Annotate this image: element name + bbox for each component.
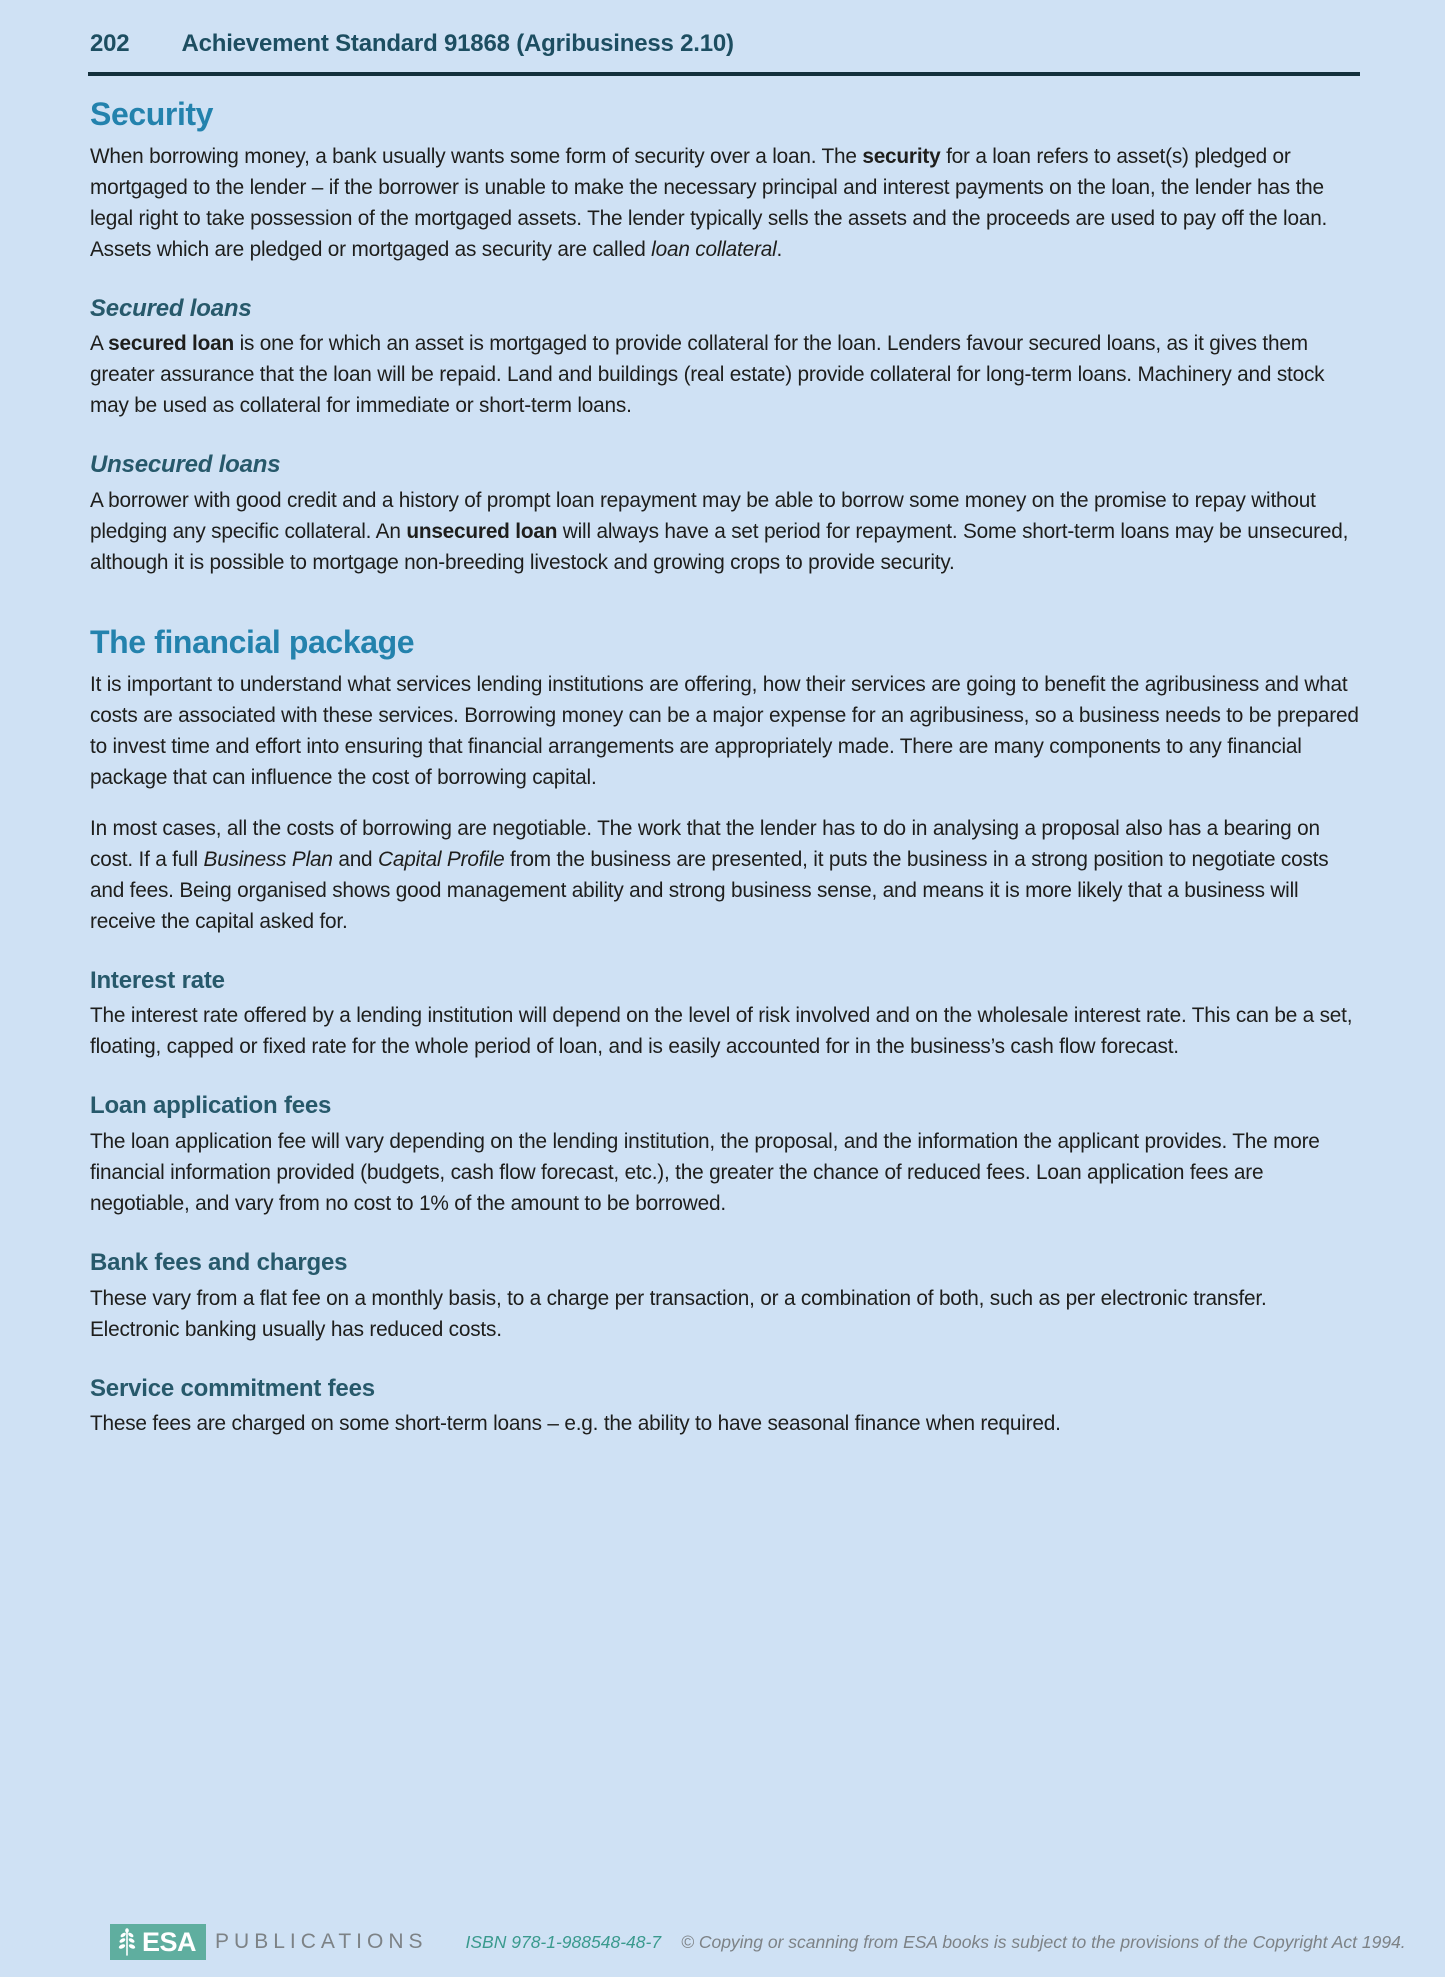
paragraph-security [90,141,1360,265]
text-segment: will always have a set period for repayment. Some short-term loans may be unsecured, although it is possible to mortgage non-breeding livestock and growing crops to provide security. [90,519,1349,574]
paragraph-loan-application-fees [90,1126,1360,1219]
esa-logo [110,1924,206,1960]
text-segment: When borrowing money, a bank usually wants some form of security over a loan. The [90,144,863,168]
subsection-heading-loan-application-fees: Loan application fees [90,1092,332,1120]
paragraph-financial-package-1 [90,669,1360,793]
copyright-text: © Copying or scanning from ESA books is subject to the provisions of the Copyright Act 1994. [681,1931,1406,1952]
text-segment: unsecured loan [406,519,558,543]
page-header [90,30,1360,58]
text-segment: is one for which an asset is mortgaged to provide collateral for the loan. Lenders favour secured loans, as it gives them greater assurance that the loan will be repaid. Land and buildings (real estate) provide collateral for long-term loans. Machinery and stock may be used as collateral for immediate or short-term loans. [90,332,1325,418]
text-segment: It is important to understand what services lending institutions are offering, how their services are going to benefit the agribusiness and what costs are associated with these services. Borrowing money can be a major expense for an agribusiness, so a business needs to be prepared to invest time and effort into ensuring that financial arrangements are appropriately made. There are many components to any financial package that can influence the cost of borrowing capital. [90,672,1359,789]
paragraph-financial-package-2 [90,813,1360,937]
section-heading-financial-package: The financial package [90,623,415,660]
text-segment: Capital Profile [378,847,505,871]
text-segment: The loan application fee will vary depending on the lending institution, the proposal, and the information the applicant provides. The more financial information provided (budgets, cash flow forecast, etc.), the greater the chance of reduced fees. Loan application fees are negotiable, and vary from no cost to 1% of the amount to be borrowed. [90,1129,1320,1215]
text-segment: . [776,237,783,261]
text-segment: These fees are charged on some short-term loans – e.g. the ability to have seasonal finance when required. [90,1412,1061,1436]
subsection-heading-unsecured-loans: Unsecured loans [90,451,281,479]
header-rule [88,72,1360,76]
text-segment: A [90,332,109,356]
text-segment: security [862,144,941,168]
esa-logo-text: ESA [142,1926,197,1957]
esa-plant-icon [117,1928,137,1956]
page-content [90,96,1360,1439]
text-segment: A borrower with good credit and a history of prompt loan repayment may be able to borrow some money on the promise to repay without pledging any specific collateral. An [90,488,1316,543]
text-segment: secured loan [108,332,235,356]
isbn-text: ISBN 978-1-988548-48-7 [465,1931,662,1952]
paragraph-secured-loans [90,328,1360,421]
subsection-heading-interest-rate: Interest rate [90,966,225,994]
subsection-heading-service-commitment-fees: Service commitment fees [90,1374,375,1402]
paragraph-service-commitment-fees [90,1408,1360,1439]
text-segment: Business Plan [203,847,333,871]
text-segment: In most cases, all the costs of borrowing are negotiable. The work that the lender has to do in analysing a proposal also has a bearing on cost. If a full [90,816,1320,871]
text-segment: for a loan refers to asset(s) pledged or mortgaged to the lender – if the borrower is unable to make the necessary principal and interest payments on the loan, the lender has the legal right to take possession of the mortgaged assets. The lender typically sells the assets and the proceeds are used to pay off the loan. Assets which are pledged or mortgaged as security are called [90,144,1328,261]
page-number: 202 [90,30,130,57]
publisher-label: PUBLICATIONS [215,1930,428,1953]
paragraph-unsecured-loans [90,485,1360,578]
section-heading-security: Security [90,96,214,132]
text-segment: The interest rate offered by a lending institution will depend on the level of risk involved and on the wholesale interest rate. This can be a set, floating, capped or fixed rate for the whole period of loan, and is easily accounted for in the business’s cash flow forecast. [90,1004,1353,1059]
header-title: Achievement Standard 91868 (Agribusiness 2.10) [181,30,734,57]
subsection-heading-secured-loans: Secured loans [90,294,252,322]
paragraph-interest-rate [90,1000,1360,1062]
text-segment: and [332,847,379,871]
text-segment: from the business are presented, it puts the business in a strong position to negotiate costs and fees. Being organised shows good management ability and strong business sense, and means it is more likely that a business will receive the capital asked for. [90,847,1329,933]
text-segment: These vary from a flat fee on a monthly basis, to a charge per transaction, or a combination of both, such as per electronic transfer. Electronic banking usually has reduced costs. [90,1286,1267,1341]
subsection-heading-bank-fees: Bank fees and charges [90,1248,348,1276]
text-segment: loan collateral [651,237,777,261]
page-footer [110,1924,1406,1960]
paragraph-bank-fees [90,1283,1360,1345]
